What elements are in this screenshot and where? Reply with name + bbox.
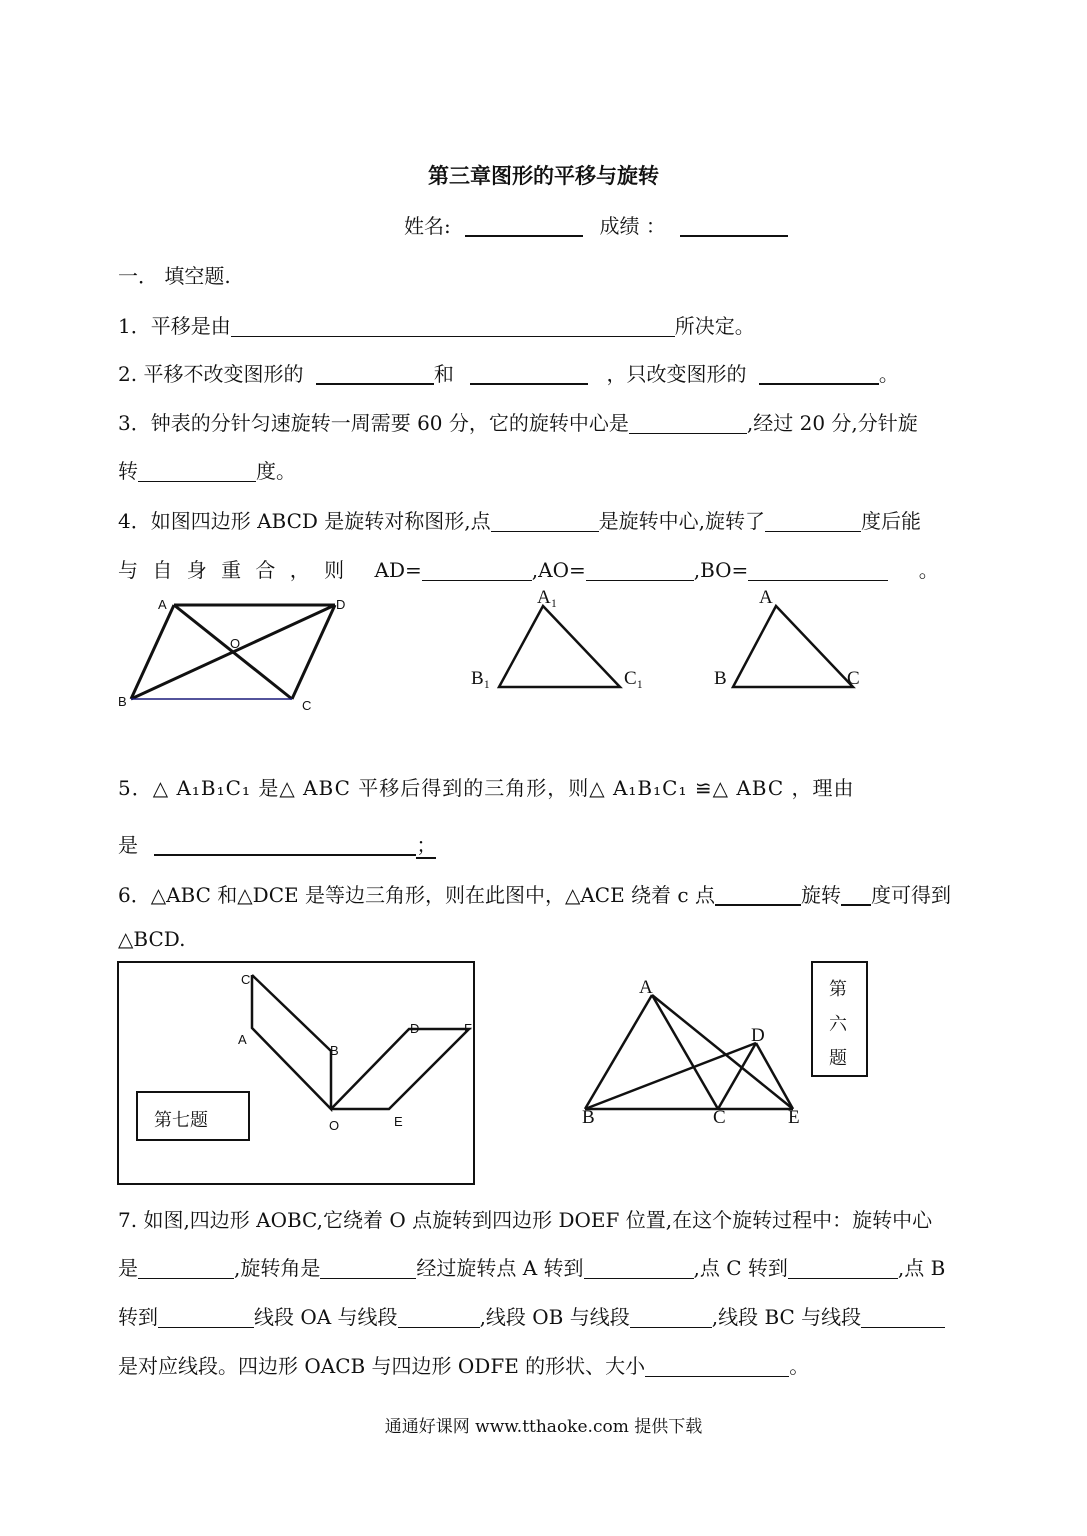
q7-l4-b: 。	[789, 1354, 810, 1378]
q4-bo-label: ,BO=	[693, 558, 749, 582]
q7-blank-shape[interactable]	[645, 1356, 789, 1377]
q6-prefix: 6．△ABC 和△DCE 是等边三角形，则在此图中，△ACE 绕着 c 点	[118, 883, 715, 907]
q3-line2-suffix: 度。	[256, 459, 296, 483]
parallelogram-figure	[131, 605, 335, 699]
fig6-box-label-2: 六	[829, 1014, 847, 1035]
q6-blank-dir[interactable]	[715, 884, 801, 906]
pg-diagonal-bd	[131, 605, 335, 699]
fig6-triangles	[585, 995, 793, 1109]
fig6-box-label-3: 题	[829, 1048, 847, 1069]
page-title: 第三章图形的平移与旋转	[428, 163, 659, 188]
pg-label-d: D	[336, 597, 346, 612]
score-label: 成绩 ：	[599, 214, 666, 238]
fig7-quad-aobc	[252, 975, 331, 1109]
pg-label-b: B	[118, 694, 127, 709]
q2-mid1: 和	[433, 362, 454, 386]
q7-blank-center[interactable]	[138, 1258, 234, 1279]
fig7-label-d: D	[410, 1021, 420, 1036]
question-6-line-1	[118, 879, 951, 908]
fig6-label-b: B	[582, 1107, 595, 1128]
q2-mid2: ，只改变图形的	[606, 362, 747, 386]
fig7-label-e: E	[394, 1114, 403, 1129]
q4-line2-suffix: 。	[918, 558, 939, 582]
q7-l3-c: ,线段 OB 与线段	[479, 1305, 630, 1329]
q3-line2-prefix: 转	[118, 459, 138, 483]
q2-prefix: 2. 平移不改变图形的	[118, 362, 304, 386]
q6-suffix: 度可得到	[870, 883, 951, 907]
tri1-label-a: A₁	[537, 587, 558, 608]
fig7-label-b: B	[330, 1043, 339, 1058]
fig7-quad-doef	[331, 1029, 469, 1109]
q7-blank-a[interactable]	[584, 1258, 694, 1279]
tri2-label-c: C	[847, 668, 860, 689]
triangle-a1b1c1	[499, 606, 620, 687]
question-5-line-1: 5．△ A₁B₁C₁ 是△ ABC 平移后得到的三角形，则△ A₁B₁C₁ ≌△ ABC ，理由	[118, 776, 855, 800]
q7-blank-oa[interactable]	[398, 1307, 480, 1328]
q3-line1-suffix: ,经过 20 分,分针旋	[746, 411, 918, 435]
q4-line2-prefix: 与 自 身 重 合 ， 则	[118, 558, 349, 582]
pg-edge-ab	[131, 605, 174, 699]
name-label: 姓名:	[404, 214, 451, 238]
q7-blank-angle[interactable]	[320, 1258, 416, 1279]
q4-prefix: 4．如图四边形 ABCD 是旋转对称图形,点	[118, 509, 491, 533]
question-7-line-2	[118, 1252, 945, 1281]
q7-blank-ob[interactable]	[630, 1307, 712, 1328]
q6-mid: 旋转	[800, 883, 841, 907]
q7-blank-b[interactable]	[158, 1307, 254, 1328]
q7-l3-b: 线段 OA 与线段	[254, 1305, 398, 1329]
question-7-line-3	[118, 1301, 945, 1330]
fig7-label-o: O	[329, 1118, 340, 1133]
q7-l3-a: 转到	[118, 1305, 158, 1329]
fig6-label-e: E	[788, 1107, 800, 1128]
q7-l4-a: 是对应线段。四边形 OACB 与四边形 ODFE 的形状、大小	[118, 1354, 646, 1378]
tri1-label-b: B₁	[471, 668, 491, 689]
fig7-label-c: C	[241, 972, 251, 987]
q7-blank-c[interactable]	[788, 1258, 898, 1279]
pg-label-o: O	[230, 636, 241, 651]
question-6-line-2: △BCD.	[118, 927, 186, 951]
q4-mid: 是旋转中心,旋转了	[598, 509, 766, 533]
q1-prefix: 1．平移是由	[118, 314, 231, 338]
fig6-box-label-1: 第	[829, 979, 847, 1000]
fig6-label-a: A	[639, 977, 653, 998]
fig7-box-label: 第七题	[154, 1110, 208, 1131]
footer-text: 通通好课网 www.tthaoke.com 提供下载	[384, 1417, 703, 1437]
q7-l2-d: ,点 C 转到	[693, 1256, 788, 1280]
fig6-label-d: D	[751, 1025, 765, 1046]
q5-suffix: ；	[416, 833, 437, 857]
q7-l2-c: 经过旋转点 A 转到	[416, 1256, 584, 1280]
question-7-line-1: 7. 如图,四边形 AOBC,它绕着 O 点旋转到四边形 DOEF 位置,在这个旋转过程中：旋转中心	[118, 1208, 933, 1232]
q4-ao-label: ,AO=	[531, 558, 586, 582]
pg-label-c: C	[302, 698, 312, 713]
q7-l2-a: 是	[118, 1256, 138, 1280]
q5-prefix: 是	[118, 833, 138, 857]
question-7-line-4	[118, 1350, 809, 1379]
fig7-label-a: A	[238, 1032, 247, 1047]
tri2-label-a: A	[759, 587, 773, 608]
tri1-label-c: C₁	[624, 668, 644, 689]
q2-suffix: 。	[878, 362, 899, 386]
pg-label-a: A	[158, 597, 167, 612]
q6-blank-angle[interactable]	[841, 884, 871, 906]
q7-l3-d: ,线段 BC 与线段	[711, 1305, 862, 1329]
fig6-label-c: C	[713, 1107, 726, 1128]
q5-blank[interactable]	[154, 834, 416, 856]
question-5-line-2	[118, 829, 436, 858]
fig7-label-f: F	[464, 1021, 472, 1036]
q4-ad-label: AD=	[374, 558, 422, 582]
q7-l2-b: ,旋转角是	[234, 1256, 321, 1280]
q7-l2-e: ,点 B	[897, 1256, 946, 1280]
q7-blank-bc[interactable]	[861, 1307, 945, 1328]
fig7-quadrilaterals	[252, 975, 469, 1109]
q1-suffix: 所决定。	[674, 314, 755, 338]
triangle-abc	[733, 606, 853, 687]
q4-line1-suffix: 度后能	[861, 509, 922, 533]
tri2-label-b: B	[714, 668, 727, 689]
q3-prefix: 3．钟表的分针匀速旋转一周需要 60 分，它的旋转中心是	[118, 411, 629, 435]
pg-edge-dc	[292, 605, 335, 699]
section-header: 一． 填空题.	[118, 264, 231, 288]
